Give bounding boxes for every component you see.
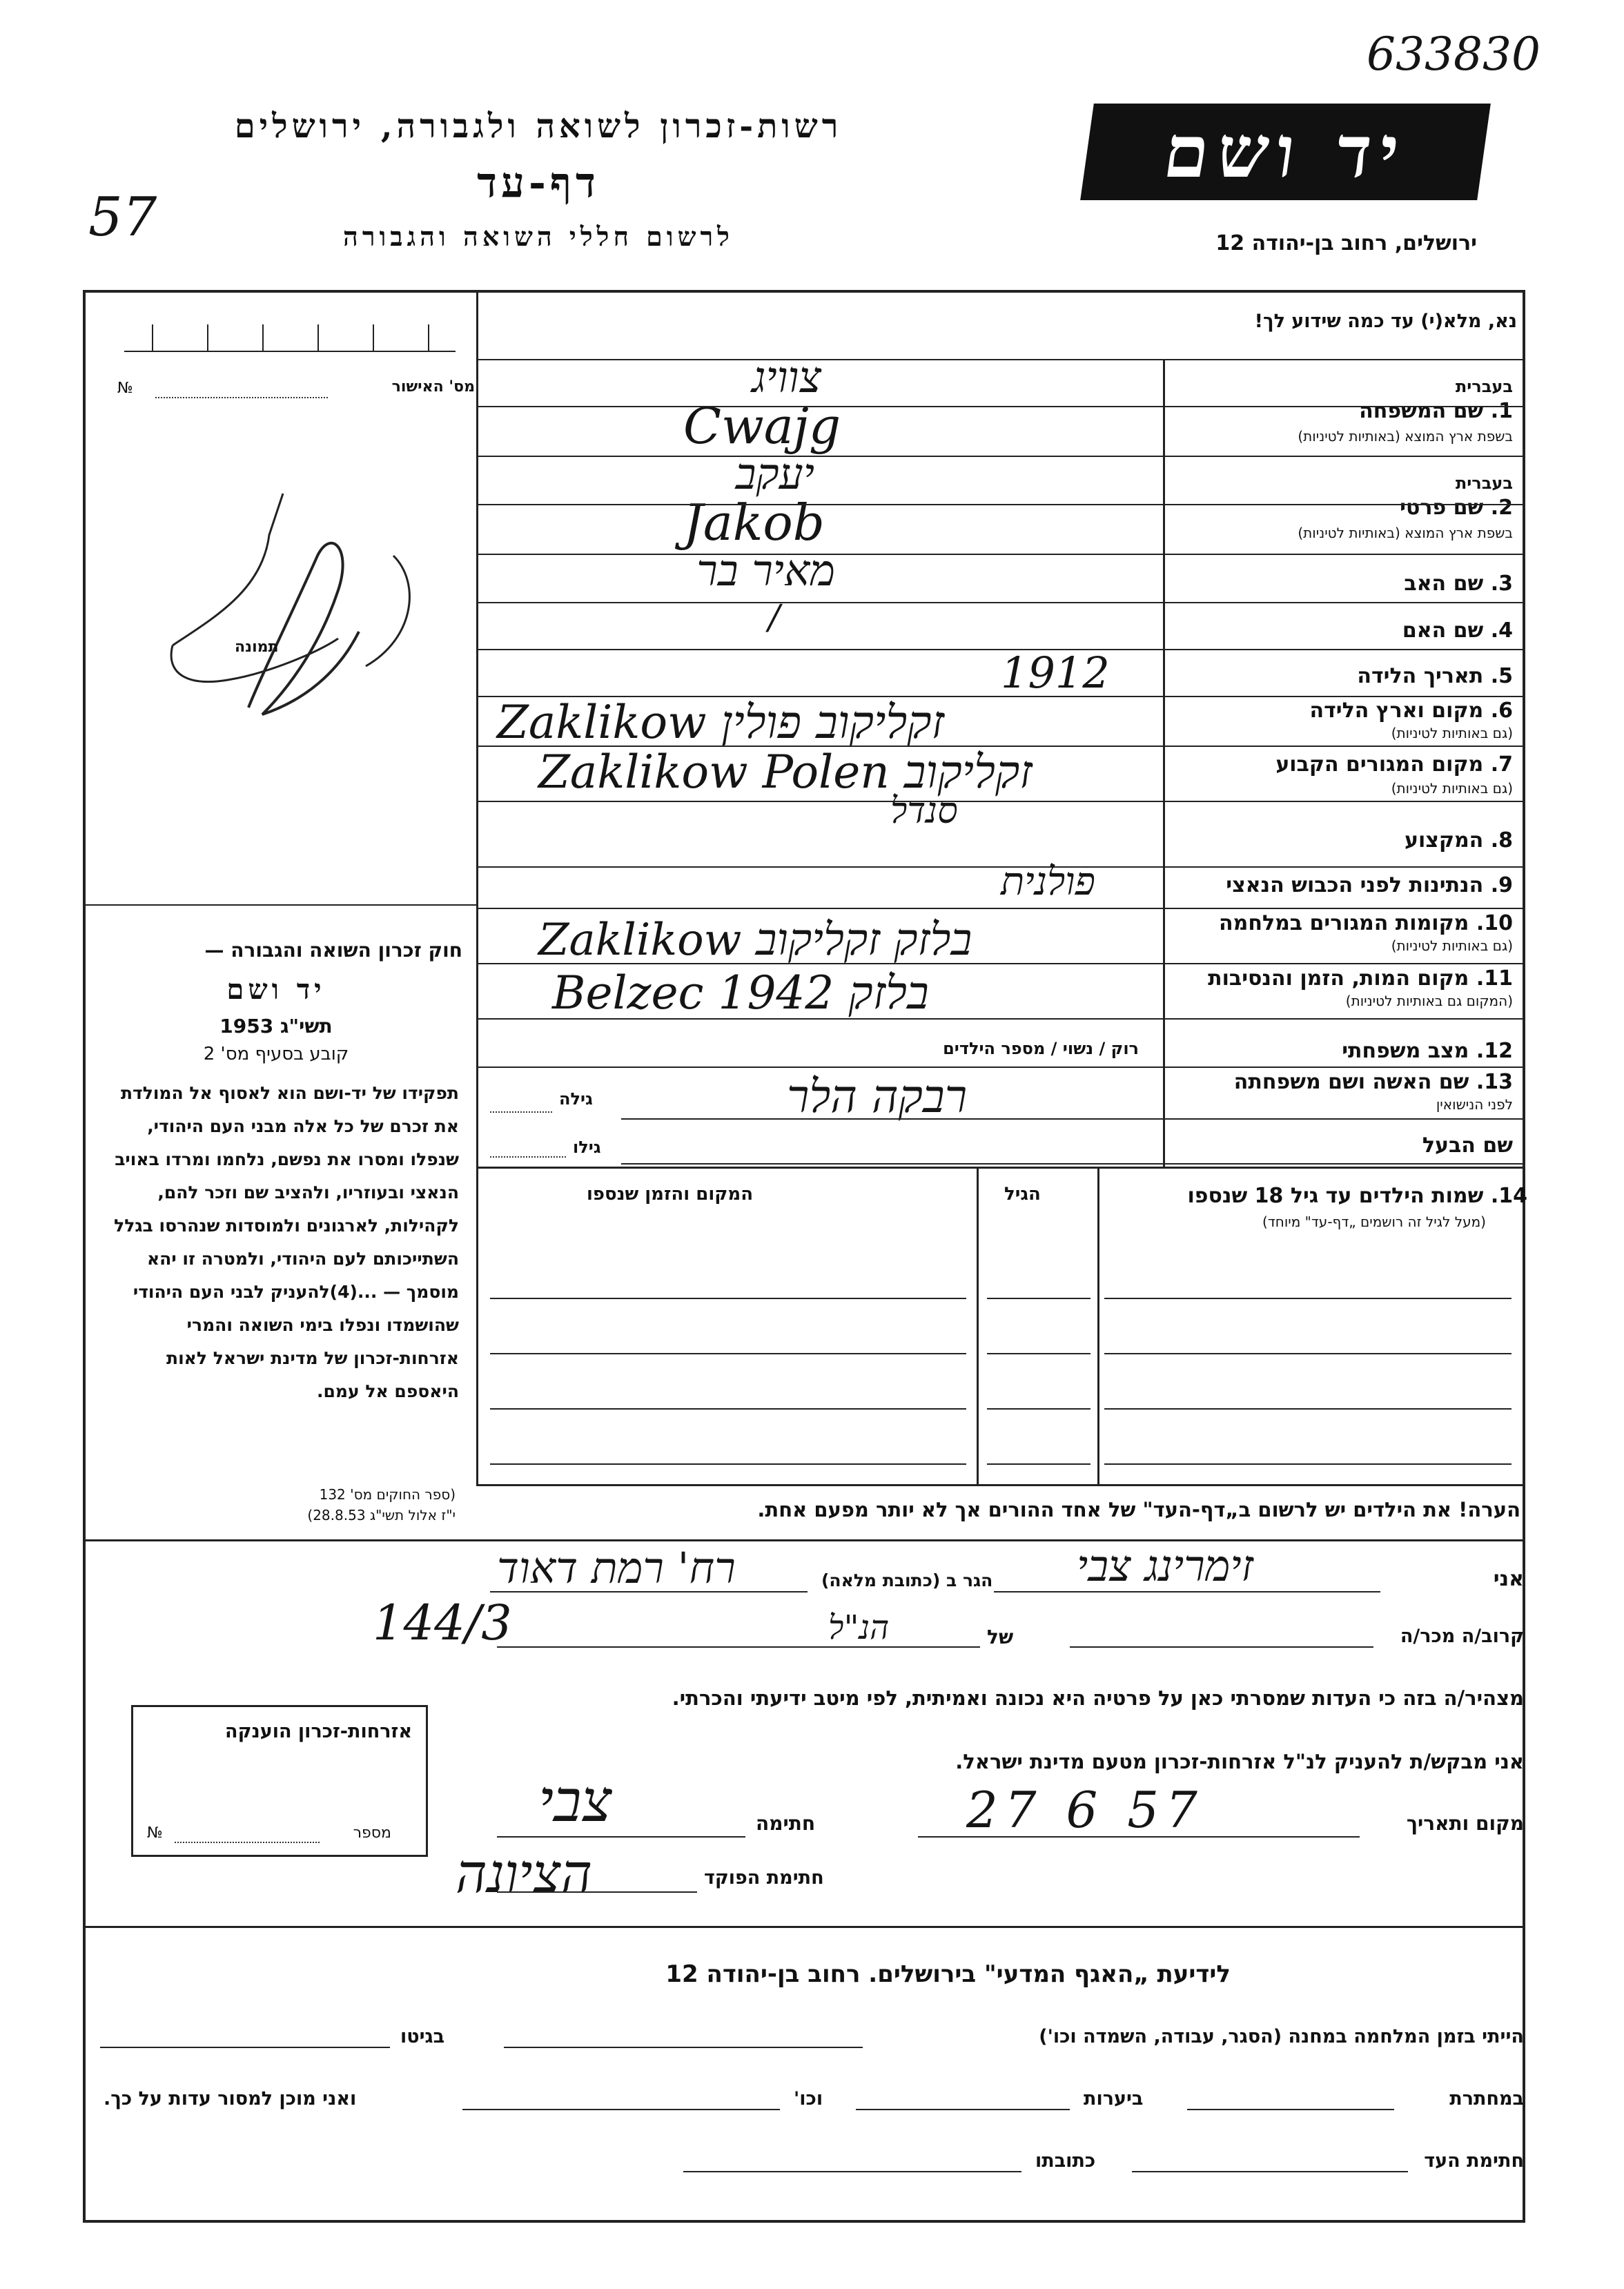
citizenship-box bbox=[131, 1705, 428, 1857]
field-7-sub: (גם באותיות לטיניות) bbox=[1391, 780, 1513, 797]
field-13-label: 13. שם האשה ושם משפחתה bbox=[1233, 1070, 1513, 1094]
citizenship-number-label: מספר bbox=[353, 1824, 391, 1842]
children-sub: (מעל לגיל זה רושמים „דף-עד" מיוחד) bbox=[1262, 1214, 1486, 1230]
field-13-sub: לפני הנישואין bbox=[1436, 1096, 1513, 1113]
law-citation: (ספר החוקים מס' 132 י"ז אלול תשי"ג 28.8.53) bbox=[307, 1486, 456, 1523]
field-2-tag: בעברית bbox=[1455, 474, 1513, 493]
bottom-line1-b: בגיטו bbox=[400, 2026, 445, 2047]
field-6-value: Zaklikow זקליקוב פולין bbox=[497, 696, 944, 749]
declarant-margin-number: 144/3 bbox=[373, 1595, 512, 1651]
yad-vashem-logo bbox=[1080, 104, 1491, 200]
bottom-line3-b: כתובתו bbox=[1035, 2150, 1096, 2172]
field-2-label: 2. שם פרטי bbox=[1400, 496, 1513, 520]
declare-text: מצהיר/ה בזה כי העדות שמסרתי כאן על פרטיה היא נכונה ואמיתית, לפי מיטב ידיעתי והכרתי. bbox=[672, 1686, 1524, 1710]
law-year: תשי"ג 1953 bbox=[219, 1015, 333, 1038]
photo-area bbox=[90, 411, 476, 887]
field-1-tag: בעברית bbox=[1455, 377, 1513, 396]
logo-text: יד ושם bbox=[1158, 109, 1413, 194]
field-5-label: 5. תאריך הלידה bbox=[1357, 664, 1513, 688]
bottom-line2-d: ואני מוכן למסור עדות על כך. bbox=[104, 2088, 357, 2110]
field-1-value-latin: Cwajg bbox=[683, 397, 841, 455]
declarant-i-label: אני bbox=[1493, 1567, 1524, 1591]
law-body: תפקידו של יד-ושם הוא לאסוף אל המולדת את זכרם של כל אלה מבני העם היהודי, שנפלו ומסרו את נפשם, נלחמו ומרדו באויב הנאצי ובעוזריו, ולהציב שם וזכר להם, לקהילות, לארגונים ולמוסדות שנהרסו בגלל השתייכותם לעם היהודי, ולמטרה זו יהא מוסמך — ...(4)להעניק לבני העם היהודי שהושמדו ונפלו בימי השואה והמרי אזרחות-זכרון של מדינת ישראל לאות היאספם אל עמם. bbox=[114, 1083, 459, 1401]
husband-age-label: גילו bbox=[573, 1138, 601, 1157]
husband-label: שם הבעל bbox=[1422, 1133, 1513, 1158]
photo-ticks bbox=[124, 324, 456, 352]
relation-label: קרוב/ה מכר/ה bbox=[1400, 1626, 1524, 1647]
page-title: דף-עד bbox=[477, 159, 600, 207]
bottom-line2-b: ביערות bbox=[1084, 2088, 1144, 2110]
field-5-value: 1912 bbox=[1001, 647, 1110, 698]
officer-signature: הציונה bbox=[456, 1843, 593, 1905]
field-11-label: 11. מקום המות, הזמן והנסיבות bbox=[1208, 966, 1513, 991]
signature-value: צבי bbox=[538, 1767, 612, 1835]
field-2-value-he: יעקב bbox=[735, 449, 814, 499]
header-address: ירושלים, רחוב בן-יהודה 12 bbox=[1215, 231, 1477, 255]
field-2-sub: בשפת ארץ המוצא (באותיות לטיניות) bbox=[1298, 525, 1513, 541]
wife-age-label: גילה bbox=[559, 1089, 593, 1109]
declarant-resides-label: הגר ב (כתובת מלאה) bbox=[821, 1570, 993, 1590]
request-text: אני מבקש/ת להעניק לנ"ל אזרחות-זכרון מטעם מדינת ישראל. bbox=[955, 1750, 1524, 1773]
field-12-label: 12. מצב משפחתי bbox=[1342, 1039, 1513, 1063]
of-label: של bbox=[987, 1626, 1014, 1648]
field-10-value: Zaklikow בלזק זקליקוב bbox=[538, 915, 972, 966]
field-10-sub: (גם באותיות לטיניות) bbox=[1391, 937, 1513, 954]
field-6-sub: (גם באותיות לטיניות) bbox=[1391, 725, 1513, 741]
children-label: 14. שמות הילדים עד גיל 18 שנספו bbox=[1187, 1184, 1527, 1208]
children-col-age: הגיל bbox=[1004, 1184, 1041, 1205]
citizenship-title: אזרחות-זכרון הוענקה bbox=[225, 1721, 412, 1742]
field-3-value: מאיר בר bbox=[696, 545, 835, 596]
declarant-address: רח' רמת דאוד bbox=[497, 1543, 736, 1593]
margin-number: 57 bbox=[88, 186, 157, 249]
cert-number-label: מס' האישור bbox=[391, 378, 475, 396]
field-9-value: פולנית bbox=[1001, 859, 1095, 904]
field-7-value: Zaklikow Polen זקליקוב bbox=[538, 746, 1033, 799]
field-11-sub: (המקום גם באותיות לטיניות) bbox=[1345, 993, 1513, 1009]
declarant-name: זימרינג צבי bbox=[1077, 1541, 1253, 1591]
children-col-place: המקום והזמן שנספו bbox=[587, 1184, 754, 1205]
field-3-label: 3. שם האב bbox=[1404, 572, 1513, 596]
field-9-label: 9. הנתינות לפני הכבוש הנאצי bbox=[1226, 873, 1513, 897]
place-date-label: מקום ותאריך bbox=[1406, 1812, 1524, 1835]
field-1-sub: בשפת ארץ המוצא (באותיות לטיניות) bbox=[1298, 428, 1513, 445]
field-12-value: רוק / נשוי / מספר הילדים bbox=[943, 1039, 1139, 1058]
law-section: קובע בסעיף מס' 2 bbox=[203, 1044, 349, 1064]
page-subtitle: לרשום חללי השואה והגבורה bbox=[343, 221, 734, 252]
field-4-value: / bbox=[768, 597, 780, 637]
field-1-value-he: צוויג bbox=[752, 352, 821, 402]
officer-label: חתימת הפוקד bbox=[704, 1867, 824, 1889]
of-value: הנ"ל bbox=[828, 1608, 890, 1647]
cert-no-symbol: № bbox=[117, 380, 133, 397]
note-text: הערה! את הילדים יש לרשום ב„דף-העד" של אחד ההורים אך לא יותר מפעם אחת. bbox=[757, 1498, 1520, 1521]
bottom-line1-a: הייתי בזמן המלחמה במחנה (הסגר, עבודה, השמדה וכו') bbox=[1039, 2026, 1524, 2047]
bottom-line3-a: חתימת העד bbox=[1424, 2150, 1524, 2172]
photo-label: תמונה bbox=[235, 639, 279, 656]
field-7-label: 7. מקום המגורים הקבוע bbox=[1275, 752, 1513, 777]
field-8-label: 8. המקצוע bbox=[1404, 828, 1513, 853]
law-heading: חוק זכרון השואה והגבורה — bbox=[204, 939, 462, 962]
field-8-value: סנדל bbox=[890, 790, 958, 832]
date-value: 27 6 57 bbox=[966, 1781, 1204, 1839]
signature-label: חתימה bbox=[756, 1812, 816, 1835]
intro-text: נא, מלא(י) עד כמה שידוע לך! bbox=[1254, 311, 1517, 332]
law-name: יד ושם bbox=[226, 973, 326, 1006]
field-10-label: 10. מקומות המגורים במלחמה bbox=[1219, 911, 1513, 935]
citizenship-no-symbol: № bbox=[147, 1824, 163, 1842]
field-1-label: 1. שם המשפחה bbox=[1359, 399, 1513, 423]
field-2-value-latin: Jakob bbox=[683, 494, 825, 552]
field-6-label: 6. מקום וארץ הלידה bbox=[1309, 699, 1513, 723]
bottom-title: לידיעת „האגף המדעי" בירושלים. רחוב בן-יהודה 12 bbox=[665, 1960, 1231, 1988]
authority-name: רשות-זכרון לשואה ולגבורה, ירושלים bbox=[234, 107, 843, 146]
document-number: 633830 bbox=[1367, 28, 1540, 81]
bottom-line2-c: וכו' bbox=[794, 2088, 823, 2110]
column-divider bbox=[476, 290, 478, 1484]
field-4-label: 4. שם האם bbox=[1402, 618, 1513, 643]
field-13-value: רבקה הלר bbox=[787, 1070, 968, 1123]
field-11-value: Belzec בלזק 1942 bbox=[552, 966, 929, 1020]
bottom-line2-a: במחתרת bbox=[1449, 2088, 1524, 2110]
